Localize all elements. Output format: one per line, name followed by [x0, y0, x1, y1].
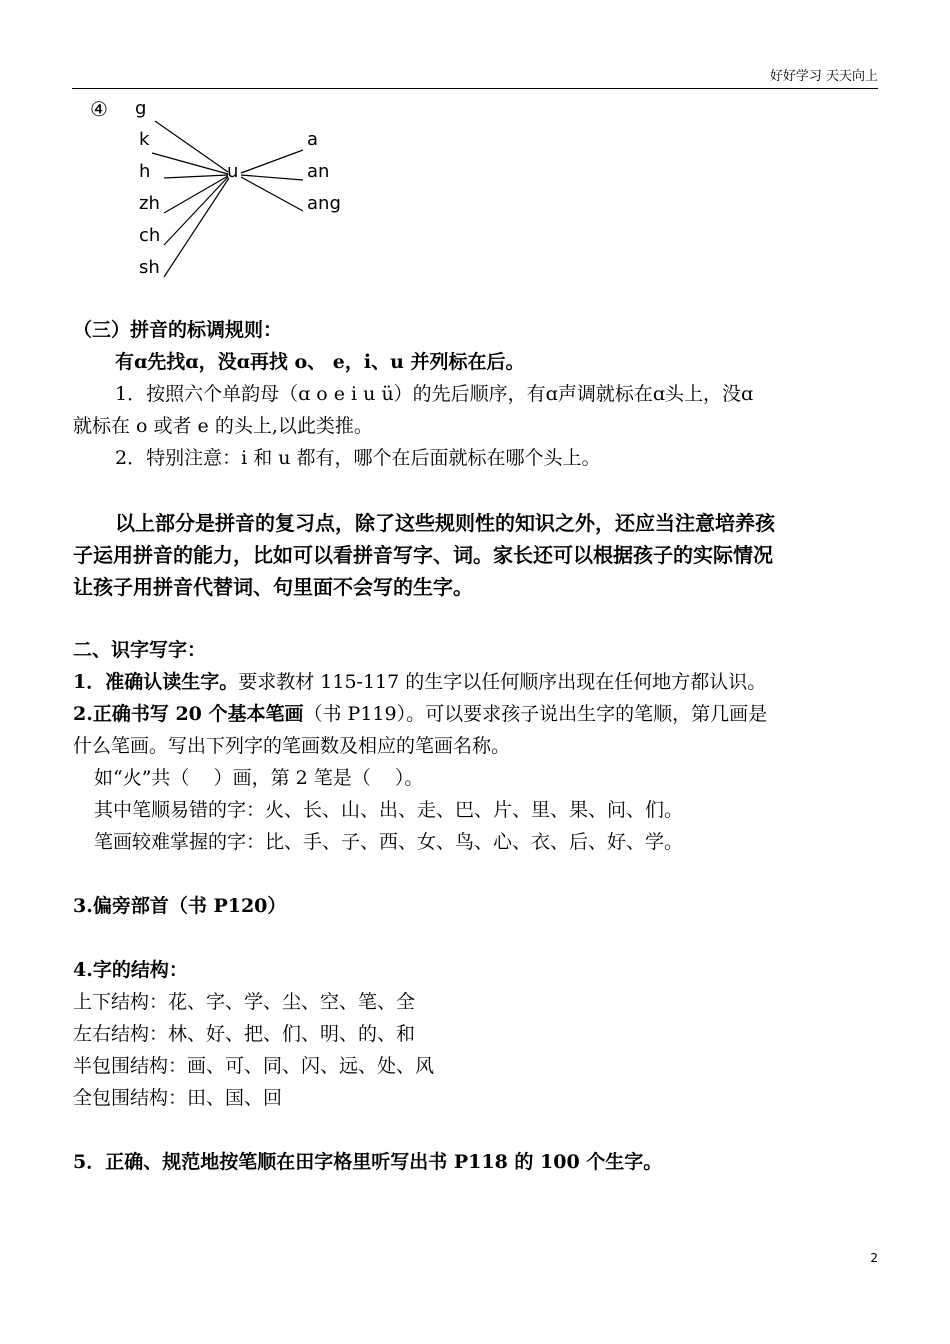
tone-rules-heading: （三）拼音的标调规则：: [73, 319, 283, 341]
initial-ch: ch: [139, 225, 161, 246]
structure-half-enclosed: 半包围结构：画、可、同、闪、远、处、风: [73, 1055, 435, 1077]
diagram-marker: ④: [90, 97, 108, 121]
literacy-item-1: [73, 673, 766, 692]
literacy-heading: 二、识字写字：: [73, 639, 207, 661]
tone-rule-1-line-1: 1．按照六个单韵母（ɑ o e i u ü）的先后顺序，有ɑ声调就标在ɑ头上，没ɑ: [115, 383, 754, 405]
summary-line-2: 子运用拼音的能力，比如可以看拼音写字、词。家长还可以根据孩子的实际情况: [73, 543, 773, 567]
line-u-ang: [241, 177, 303, 211]
structure-full-enclosed: 全包围结构：田、国、回: [73, 1087, 283, 1109]
stroke-example: 如“火”共（ ）画，第 2 笔是（ ）。: [94, 767, 424, 789]
line-u-a: [241, 150, 303, 173]
initial-zh: zh: [139, 193, 160, 214]
structure-top-bottom: 上下结构：花、字、学、尘、空、笔、全: [73, 991, 416, 1013]
summary-line-1: 以上部分是拼音的复习点，除了这些规则性的知识之外，还应当注意培养孩: [115, 511, 775, 535]
line-u-an: [241, 175, 303, 180]
line-ch-u: [164, 177, 228, 245]
literacy-item-2-cont: 什么笔画。写出下列字的笔画数及相应的笔画名称。: [73, 735, 511, 757]
final-ang: ang: [307, 193, 341, 214]
literacy-item-4: 4.字的结构：: [73, 959, 188, 981]
literacy-item-5: 5．正确、规范地按笔顺在田字格里听写出书 P118 的 100 个生字。: [73, 1151, 663, 1173]
tone-rule-1-line-2: 就标在 o 或者 e 的头上,以此类推。: [73, 415, 373, 437]
structure-left-right: 左右结构：林、好、把、们、明、的、和: [73, 1023, 416, 1045]
tone-rhyme: 有ɑ先找ɑ，没ɑ再找 o、 e，i、u 并列标在后。: [115, 351, 525, 373]
summary-line-3: 让孩子用拼音代替词、句里面不会写的生字。: [73, 575, 473, 599]
final-an: an: [307, 161, 330, 182]
easy-wrong-chars: 其中笔顺易错的字：火、长、山、出、走、巴、片、里、果、问、们。: [94, 799, 684, 821]
literacy-item-2: [73, 705, 767, 724]
final-a: a: [307, 129, 319, 150]
line-sh-u: [164, 178, 229, 277]
initial-k: k: [139, 129, 150, 150]
initial-sh: sh: [139, 257, 160, 278]
initial-g: g: [135, 98, 147, 119]
item-2-title: 2.正确书写 20 个基本笔画: [73, 703, 304, 725]
literacy-item-3: 3.偏旁部首（书 P120）: [73, 895, 287, 917]
tone-rule-2: 2．特别注意：i 和 u 都有，哪个在后面就标在哪个头上。: [115, 447, 601, 469]
item-2-text: （书 P119）。可以要求孩子说出生字的笔顺，第几画是: [303, 703, 768, 725]
initial-h: h: [139, 161, 151, 182]
item-1-title: 1．准确认读生字。: [73, 671, 239, 693]
line-zh-u: [164, 175, 228, 178]
page-number: 2: [870, 1251, 878, 1265]
center-u: u: [227, 161, 239, 182]
header-motto: 好好学习 天天向上: [769, 69, 878, 84]
item-1-text: 要求教材 115-117 的生字以任何顺序出现在任何地方都认识。: [238, 671, 767, 693]
hard-stroke-chars: 笔画较难掌握的字：比、手、子、西、女、鸟、心、衣、后、好、学。: [94, 831, 684, 853]
